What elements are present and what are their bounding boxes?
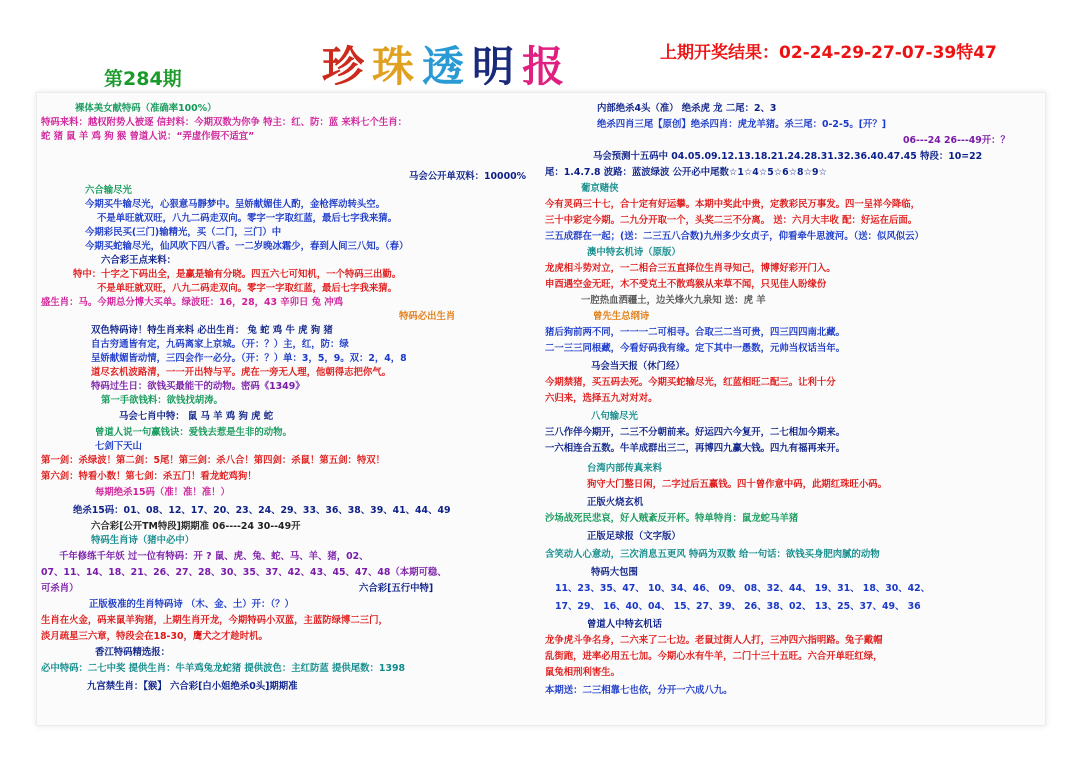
right-column [541,93,1045,725]
text-line: 正版足球报（文字版） [587,531,681,542]
text-line: 11、23、35、47、 10、34、46、 09、 08、32、44、 19、31、 18、30、42、 [555,583,931,594]
text-line: 每期绝杀15码（准！准！准！） [95,487,230,498]
text-line: 八句输尽光 [591,411,638,422]
text-line: 07、11、14、18、21、26、27、28、30、35、37、42、43、45、47、48（本期可稳、 [41,567,447,578]
text-line: 七剑下天山 [95,441,142,452]
left-column [37,93,541,725]
masthead-title [322,34,572,94]
text-line: 呈娇献媚皆动情，三四会作一必分。（开：？）单：3，5，9。双：2，4，8 [91,353,407,364]
text-line: 第一剑：杀绿波！第二剑：5尾！第三剑：杀八合！第四剑：杀鼠！第五剑：特双！ [41,455,386,466]
title-char: 透 [422,42,473,91]
text-line: 申酉遇空金无旺，木不受克土不散鸡猴从来草不闻，只见佳人盼缘份 [545,279,827,290]
text-line: 葡京赌侠 [581,183,619,194]
text-line: 三五成群在一起；(送：二三五八合数)九州多少女贞子，仰看牵牛思渡河。（送：似风似云） [545,231,924,242]
text-line: 特码生肖诗（猪中必中） [91,535,195,546]
previous-draw-result: 上期开奖结果：02-24-29-27-07-39特47 [660,43,997,63]
text-line: 第六剑：特看小数！第七剑：杀五门！看龙蛇鸡狗！ [41,471,257,482]
text-line: 不是单旺就双旺，八九二码走双向。零字一字取红蓝，最后七字我来猜。 [97,283,398,294]
text-line: 特码过生日：欲钱买最能干的动物。密码《1349》 [91,381,305,392]
text-line: 一腔热血洒疆土，边关烽火九泉知 送：虎 羊 [581,295,766,306]
text-line: 生肖在火金，码来鼠羊狗猪，上期生肖开龙，今期特码小双蓝，主蓝防绿博二三门， [41,615,388,626]
text-line: 不是单旺就双旺，八九二码走双向。零字一字取红蓝，最后七字我来猜。 [97,213,398,224]
text-line: 狗守大门整日闲，二字过后五赢钱。四十曾作意中码，此期红珠旺小码。 [587,479,888,490]
text-line: 曾道人中特玄机话 [587,619,663,630]
text-line: 盛生肖：马。今期总分博大买单。绿波旺：16，28，43 辛卯日 兔 冲鸡 [41,297,344,308]
text-line: 澳中特玄机诗（原版） [587,247,681,258]
text-line: 本期送：二三相靠七也依，分开一六成八九。 [545,685,733,696]
text-line: 今期彩民买(三门)输精光，买（二门，三门）中 [85,227,282,238]
text-line: 特码大包围 [591,567,638,578]
text-line: 六合彩王点来料： [101,255,177,266]
text-line: 曾道人说一句赢钱诀：爱钱去惹是生非的动物。 [95,427,292,438]
text-line: 一六相连合五数。牛羊成群出三二，再博四九赢大钱。四九有福再来开。 [545,443,846,454]
text-line: 绝杀15码：01、08、12、17、20、23、24、29、33、36、38、39、41、44、49 [73,505,451,516]
text-line: 今有灵码三十七，合十定有好运攀。本期中奖此中贵，定教彩民万事发。四一呈祥今降临， [545,199,921,210]
text-line: 乱街跑，进率必用五七加。今期心水有牛羊，二门十三十五旺。六合开单旺红绿， [545,651,883,662]
text-line: 绝杀四肖三尾【原创】绝杀四肖：虎龙羊猪。杀三尾：0-2-5。[开？] [597,119,887,130]
text-line: 六合输尽光 [85,185,132,196]
text-line: 龙争虎斗争名身，二六来了二七边。老鼠过街人人打，三冲四六指明路。兔子戴帽 [545,635,883,646]
text-line: 17、29、 16、40、04、 15、27、39、 26、38、02、 13、25、37、49、 36 [555,601,921,612]
text-line: 三十中彩定今期。二九分开取一个，头奖二三不分离。 送：六月大丰收 配：好运在后面。 [545,215,918,226]
text-line: 沙场战死民悲哀，好人贼紊反开杯。特单特肖：鼠龙蛇马羊猪 [545,513,799,524]
text-line: 特码必出生肖 [399,311,456,322]
issue-number: 第284期 [104,68,182,90]
text-line: 蛇 猪 鼠 羊 鸡 狗 猴 曾道人说：“弄虚作假不适宜” [41,131,255,142]
text-line: 六合彩[五行中特] [359,583,434,594]
text-line: 必中特码：二七中奖 提供生肖：牛羊鸡兔龙蛇猪 提供波色：主红防蓝 提供尾数：1398 [41,663,406,674]
text-line: 马会预测十五码中 04.05.09.12.13.18.21.24.28.31.32.36.40.47.45 特段：10=22 [593,151,983,162]
text-line: 特码来料：越权附势人被逐 信封料：今期双数为你争 特主：红、防：蓝 来料七个生肖： [41,117,408,128]
text-line: 可杀肖） [41,583,79,594]
text-line: 道尽玄机波路清，一一开出特与平。虎在一旁无人理，他朝得志把你气。 [91,367,392,378]
text-line: 马会当天报（休门经） [591,361,685,372]
text-line: 香江特码精选报： [95,647,171,658]
text-line: 正版极准的生肖特码诗 （木、金、土）开：（？） [89,599,294,610]
content-card [36,92,1046,726]
text-line: 三八作伴今期开，二三不分朝前来。好运四六今复开，二七相加今期来。 [545,427,846,438]
title-char: 珍 [322,42,373,91]
text-line: 双色特码诗！特生肖来料 必出生肖： 兔 蛇 鸡 牛 虎 狗 猪 [91,325,333,336]
text-line: 二一三三同根藏，今看好码我有缘。定下其中一愚数，元帅当权话当年。 [545,343,846,354]
text-line: 六合彩[公开TM特段]期期准 06----24 30--49开 [91,521,301,532]
text-line: 正版火烧玄机 [587,497,644,508]
text-line: 马会七肖中特： 鼠 马 羊 鸡 狗 虎 蛇 [119,411,274,422]
text-line: 特中：十字之下码出全，是赢是输有分晓。四五六七可知机，一个特码三出勤。 [73,269,402,280]
text-line: 裸体美女献特码（准确率100%） [75,103,217,114]
text-line: 马会公开单双料：10000% [409,171,527,182]
title-char: 报 [522,42,573,91]
text-line: 今期禁猪，买五码去死。今期买蛇输尽光，红蓝相旺二配三。让利十分 [545,377,836,388]
text-line: 今期买蛇输尽光，仙风吹下四八香。一二岁晚冰霜少，春到人间三八知。（春） [85,241,409,252]
text-line: 今期买牛输尽光，心狠意马靜梦中。呈娇献媚佳人酌，金枪挥动转头空。 [85,199,386,210]
text-line: 自古穷通皆有定，九码离家上京城。（开：？）主，红，防：绿 [91,339,349,350]
text-line: 台湾内部传真来料 [587,463,663,474]
text-line: 千年修练千年妖 过一位有特码：开 ? 鼠、虎、兔、蛇、马、羊、猪，02、 [59,551,369,562]
text-line: 第一手欲钱料：欲钱找胡涛。 [101,395,223,406]
title-char: 珠 [372,42,423,91]
title-char: 明 [472,42,523,91]
text-line: 内部绝杀4头（准） 绝杀虎 龙 二尾：2、3 [597,103,777,114]
text-line: 曾先生总纲诗 [593,311,650,322]
text-line: 06---24 26---49开：？ [903,135,1010,146]
text-line: 九宫禁生肖：【猴】 六合彩[白小姐绝杀0头]期期准 [87,681,298,692]
text-line: 鼠兔相刑利害生。 [545,667,621,678]
text-line: 含笑动人心意动，三次消息五更风 特码为双数 给一句话：欲钱买身肥肉腻的动物 [545,549,880,560]
text-line: 尾：1.4.7.8 波路：蓝波绿波 公开必中尾数☆1☆4☆5☆6☆8☆9☆ [545,167,827,178]
text-line: 六归来，选择五九对对对。 [545,393,658,404]
text-line: 龙虎相斗势对立，一二相合三五直择位生肖寻知己，博博好彩开门入。 [545,263,836,274]
text-line: 淡月疏星三六章，特段会在18-30，鹰犬之才趁时机。 [41,631,268,642]
text-line: 猪后狗前两不同，一一一二可相寻。合取三二当可贵，四三四四南北藏。 [545,327,846,338]
